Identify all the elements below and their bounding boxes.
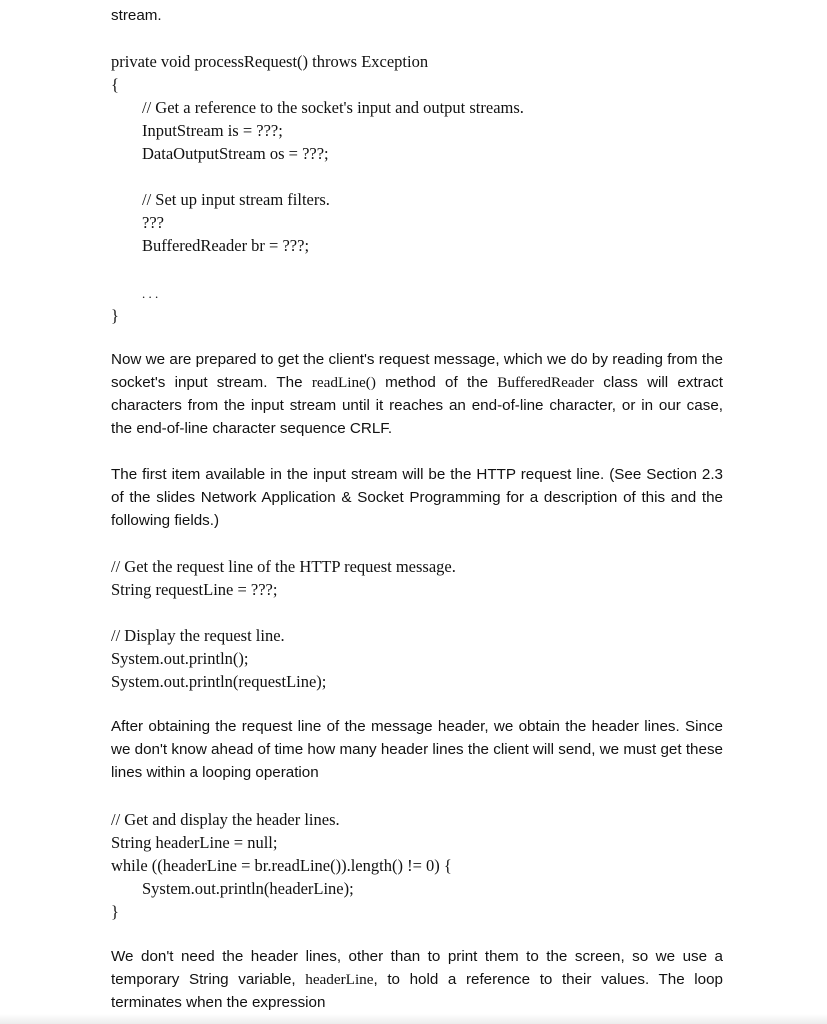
code-ellipsis: . . .	[142, 286, 159, 301]
code-comment-streams: // Get a reference to the socket's input and output streams.	[142, 98, 524, 117]
page-bottom-edge	[0, 1014, 827, 1024]
code-line-requestline: String requestLine = ???;	[111, 580, 278, 599]
code-line-placeholder: ???	[142, 213, 164, 232]
paragraph-request-line: The first item available in the input stream will be the HTTP request line. (See Section 2.3 of the slides Network Application & Socket Programming for a description of this and the following fields.)	[111, 466, 723, 529]
paragraph-readline: Now we are prepared to get the client's request message, which we do by reading from the socket's input stream. The readLine() method of the BufferedReader class will extract characters from the input stream until it reaches an end-of-line character, or in our case, the end-of-line character sequence CRLF.	[111, 351, 723, 437]
inline-code-readline: readLine()	[311, 374, 376, 391]
code-line-dataoutputstream: DataOutputStream os = ???;	[142, 144, 329, 163]
code-open-brace: {	[111, 75, 119, 94]
code-line-println-requestline: System.out.println(requestLine);	[111, 672, 327, 691]
code-line-println-empty: System.out.println();	[111, 649, 249, 668]
paragraph-header-variable: We don't need the header lines, other than to print them to the screen, so we use a temporary String variable, headerLine, to hold a reference to their values. The loop terminates when the expression	[111, 948, 723, 1011]
code-close-brace-loop: }	[111, 902, 119, 921]
code-comment-display: // Display the request line.	[111, 626, 285, 645]
code-line-println-headerline: System.out.println(headerLine);	[142, 879, 354, 898]
code-line-inputstream: InputStream is = ???;	[142, 121, 283, 140]
code-comment-header-lines: // Get and display the header lines.	[111, 810, 340, 829]
top-fragment-text: stream.	[111, 7, 162, 24]
paragraph-header-lines: After obtaining the request line of the message header, we obtain the header lines. Since we don't know ahead of time how many header lines the client will send, we must get these lines within a looping operation	[111, 718, 723, 781]
code-line-headerline-null: String headerLine = null;	[111, 833, 278, 852]
inline-code-bufferedreader: BufferedReader	[497, 374, 594, 391]
code-line-while: while ((headerLine = br.readLine()).length() != 0) {	[111, 856, 452, 875]
code-comment-request-line: // Get the request line of the HTTP request message.	[111, 557, 456, 576]
code-comment-filters: // Set up input stream filters.	[142, 190, 330, 209]
inline-code-headerline: headerLine	[305, 971, 374, 988]
code-signature: private void processRequest() throws Exception	[111, 52, 429, 71]
code-line-bufferedreader: BufferedReader br = ???;	[142, 236, 310, 255]
code-close-brace: }	[111, 306, 119, 325]
